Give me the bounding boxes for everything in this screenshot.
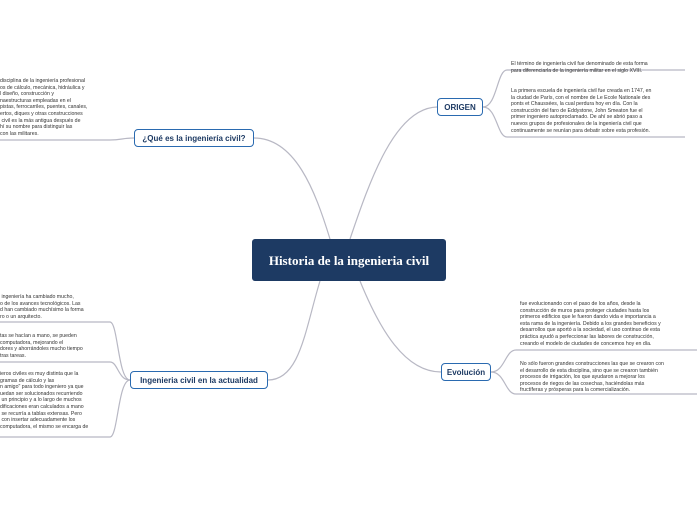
topic-actualidad-label: Ingenieria civil en la actualidad [140,375,258,385]
link-central-evolucion [360,281,441,372]
topic-origen-label: ORIGEN [444,102,476,112]
note-actualidad-3: ieros civiles es muy distinta que la gramas de cálculo y las n amigo" para todo ingeniero ya que uedan ser solucionados recurriendo un principio y a lo largo de muchos dificaciones eran calculados a mano se recurría a tablas extensas. Pero con insertar adecuadamente los computadora, el mismo se encarga de [0,371,89,430]
note-actualidad-2: tas se hacían a mano, se pueden computadora, mejorando el dores y ahorrándoles mucho tiempo tras tareas. [0,333,83,359]
topic-que-es[interactable] [134,129,254,147]
note-actualidad-1: ingeniería ha cambiado mucho, o de los avances tecnológicos. Las d han cambiado muchísimo la forma ro o un arquitecto. [0,294,84,320]
topic-actualidad[interactable] [130,371,268,389]
note-origen-2: La primera escuela de ingeniería civil fue creada en 1747, en la ciudad de París, con el nombre de Le Ecole Nationale des ponts et Chaussées, la cual perdura hoy en día. Con la construcción del faro de Eddystone, John Smeaton fue el primer ingeniero autoproclamado. De ahí se abrió paso a nuevos grupos de profesionales de la ingeniería civil que continuamente se reunían para debatir sobre esta profesión. [511,88,652,134]
link-central-actualidad [268,281,320,380]
topic-evolucion-label: Evolución [446,367,486,377]
central-topic-title: Historia de la ingenieria civil [268,252,430,268]
note-que-es-1: disciplina de la ingeniería profesional os de cálculo, mecánica, hidráulica y l diseño, construcción y naestructuras empleadas en el pistas, ferrocarriles, puentes, canales, ertos, diques y otras construcciones civil es la más antigua después de hí su nombre para distinguir las con las militares. [0,78,88,137]
link-central-que-es [254,138,330,239]
topic-evolucion[interactable] [441,363,491,381]
link-central-origen [350,107,437,239]
note-origen-1: El término de ingeniería civil fue denominado de esta forma para diferenciarla de la ingeniería militar en el siglo XVIII. [511,61,648,74]
central-topic[interactable] [252,239,446,281]
note-evolucion-1: fue evolucionando con el paso de los años, desde la construcción de muros para proteger ciudades hasta los primeros edificios que le fueron dando vida e importancia a esta rama de la ingeniería. Debido a los grandes beneficios y desarrollos que aportó a la sociedad, el uso continuo de esta práctica ayudó a perfeccionar las labores de construcción, creando el modelo de ciudades de concemos hoy en día. [520,301,661,347]
note-evolucion-2: No sólo fueron grandes construcciones las que se crearon con el desarrollo de esta disciplina, sino que se crearon también procesos de irrigación, los que ayudaron a mejorar los procesos de riegos de las cosechas, haciéndolas más fructíferas y prósperas para la comercialización. [520,361,664,394]
topic-origen[interactable] [437,98,483,116]
topic-que-es-label: ¿Qué es la ingeniería civil? [142,133,246,143]
